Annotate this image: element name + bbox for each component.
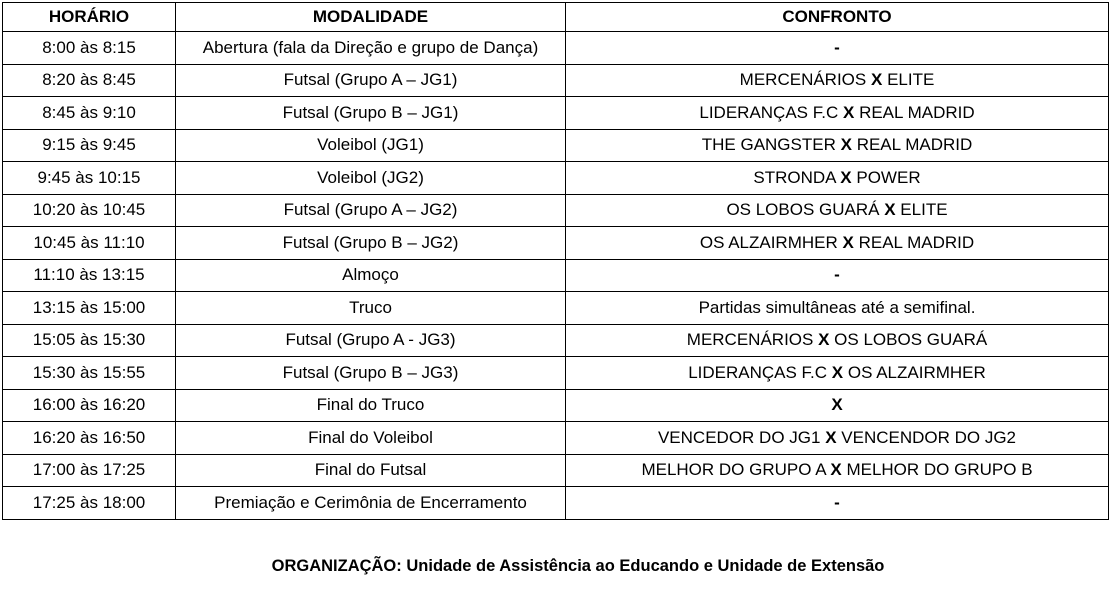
modality-cell: Futsal (Grupo B – JG1) [176,97,566,130]
empty-dash: - [834,37,840,57]
table-row [3,129,1109,162]
match-cell [566,227,1109,260]
organization-text: Unidade de Assistência ao Educando e Unidade de Extensão [406,557,885,575]
team-a: LIDERANÇAS F.C [688,362,828,382]
team-a: MELHOR DO GRUPO A [641,460,826,480]
versus-mark: X [870,70,883,90]
team-b: VENCENDOR DO JG2 [841,427,1017,447]
table-row [3,259,1109,292]
match-cell [566,162,1109,195]
match-cell [566,64,1109,97]
modality-cell: Voleibol (JG2) [176,162,566,195]
versus-mark: X [831,395,843,415]
team-a: THE GANGSTER [701,135,836,155]
table-row [3,97,1109,130]
header-time: HORÁRIO [3,3,176,32]
time-cell: 13:15 às 15:00 [3,292,176,325]
team-b: OS LOBOS GUARÁ [834,330,988,350]
team-a: LIDERANÇAS F.C [699,102,839,122]
schedule-table [2,2,1109,520]
match-cell [566,454,1109,487]
modality-cell: Futsal (Grupo A – JG2) [176,194,566,227]
versus-mark: X [840,135,852,155]
modality-cell: Futsal (Grupo B – JG3) [176,357,566,390]
modality-cell: Final do Truco [176,389,566,422]
table-row [3,227,1109,260]
match-note: Partidas simultâneas até a semifinal. [698,297,976,317]
table-row [3,64,1109,97]
header-modality: MODALIDADE [176,3,566,32]
modality-cell: Final do Voleibol [176,422,566,455]
organization-footer [0,557,1111,576]
organization-label: ORGANIZAÇÃO: [271,557,402,575]
team-b: REAL MADRID [856,135,973,155]
table-row [3,389,1109,422]
match-cell [566,32,1109,65]
table-row [3,324,1109,357]
match-cell [566,487,1109,520]
team-a: OS LOBOS GUARÁ [726,200,880,220]
time-cell: 16:00 às 16:20 [3,389,176,422]
schedule-body [3,32,1109,520]
time-cell: 11:10 às 13:15 [3,259,176,292]
versus-mark: X [884,200,896,220]
modality-cell: Almoço [176,259,566,292]
versus-mark: X [831,362,844,382]
modality-cell: Final do Futsal [176,454,566,487]
match-cell [566,292,1109,325]
table-row [3,292,1109,325]
match-cell [566,324,1109,357]
team-b: REAL MADRID [859,102,975,122]
team-a: MERCENÁRIOS [686,330,814,350]
match-cell [566,389,1109,422]
time-cell: 8:00 às 8:15 [3,32,176,65]
time-cell: 10:45 às 11:10 [3,227,176,260]
modality-cell: Truco [176,292,566,325]
modality-cell: Futsal (Grupo A - JG3) [176,324,566,357]
match-cell [566,422,1109,455]
team-b: OS ALZAIRMHER [847,362,986,382]
match-cell [566,97,1109,130]
versus-mark: X [842,102,855,122]
modality-cell: Voleibol (JG1) [176,129,566,162]
schedule-header [3,3,1109,32]
empty-dash: - [834,492,840,512]
modality-cell: Futsal (Grupo A – JG1) [176,64,566,97]
modality-cell: Premiação e Cerimônia de Encerramento [176,487,566,520]
team-b: ELITE [900,200,948,220]
time-cell: 17:00 às 17:25 [3,454,176,487]
time-cell: 9:15 às 9:45 [3,129,176,162]
modality-cell: Futsal (Grupo B – JG2) [176,227,566,260]
team-b: POWER [856,167,921,187]
team-a: OS ALZAIRMHER [699,232,838,252]
team-b: ELITE [887,70,935,90]
versus-mark: X [818,330,830,350]
match-cell [566,194,1109,227]
time-cell: 15:30 às 15:55 [3,357,176,390]
modality-cell: Abertura (fala da Direção e grupo de Dança) [176,32,566,65]
team-a: MERCENÁRIOS [739,70,867,90]
team-b: REAL MADRID [858,232,975,252]
time-cell: 17:25 às 18:00 [3,487,176,520]
table-row [3,162,1109,195]
table-row [3,32,1109,65]
time-cell: 8:45 às 9:10 [3,97,176,130]
team-a: VENCEDOR DO JG1 [657,427,821,447]
header-match: CONFRONTO [566,3,1109,32]
versus-mark: X [830,460,842,480]
header-row [3,3,1109,32]
table-row [3,454,1109,487]
table-row [3,422,1109,455]
match-cell [566,129,1109,162]
table-row [3,487,1109,520]
time-cell: 8:20 às 8:45 [3,64,176,97]
versus-mark: X [825,427,837,447]
time-cell: 15:05 às 15:30 [3,324,176,357]
time-cell: 9:45 às 10:15 [3,162,176,195]
match-cell [566,357,1109,390]
table-row [3,194,1109,227]
versus-mark: X [842,232,854,252]
match-cell [566,259,1109,292]
time-cell: 10:20 às 10:45 [3,194,176,227]
team-a: STRONDA [753,167,836,187]
table-row [3,357,1109,390]
empty-dash: - [834,265,840,285]
team-b: MELHOR DO GRUPO B [846,460,1033,480]
versus-mark: X [840,167,852,187]
time-cell: 16:20 às 16:50 [3,422,176,455]
